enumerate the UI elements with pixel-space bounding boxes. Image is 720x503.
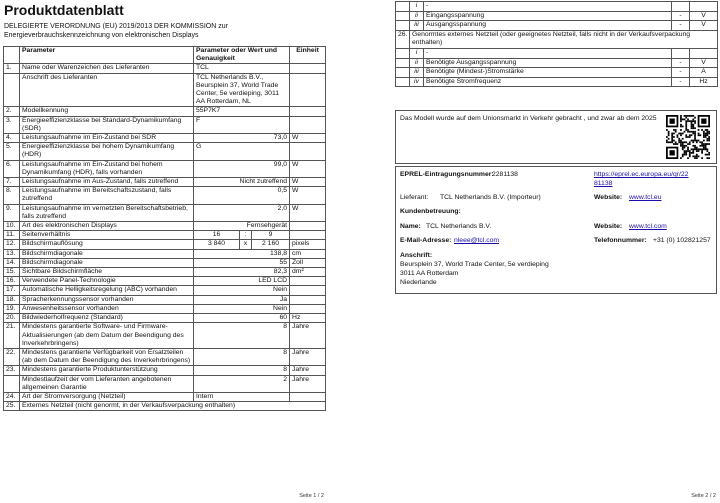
regulation-subtitle: DELEGIERTE VERORDNUNG (EU) 2019/2013 DER KOMMISSION zur Energieverbrauchskennzeichnung von elektronischen Displays	[4, 23, 228, 39]
row-parameter: Benötigte Ausgangsspannung	[424, 58, 672, 68]
table-row	[4, 73, 326, 107]
table-row	[4, 240, 326, 249]
row-value: 99,0	[194, 160, 290, 177]
row-unit	[290, 392, 326, 401]
table-row	[396, 11, 718, 21]
row-value: Nicht zutreffend	[194, 178, 290, 187]
row-unit	[290, 304, 326, 313]
row-number: 4.	[4, 134, 20, 143]
website-link[interactable]: www.tcl.eu	[629, 194, 662, 201]
row-value-sep: :	[240, 231, 252, 240]
row-number: 25.	[4, 402, 20, 411]
row-number: 24.	[4, 392, 20, 401]
row-number	[4, 73, 20, 107]
page-title: Produktdatenblatt	[4, 2, 124, 18]
table-row	[4, 348, 326, 365]
row-parameter: Name oder Warenzeichen des Lieferanten	[20, 64, 194, 73]
row-unit	[290, 222, 326, 231]
row-number: 12.	[4, 240, 20, 249]
row-parameter: Mindestens garantierte Software- und Firmware-Aktualisierungen (ab dem Datum der Beendigung des Inverkehrbringens)	[20, 323, 194, 349]
row-unit	[290, 143, 326, 160]
row-unit	[290, 231, 326, 240]
row-value: 55	[194, 258, 290, 267]
row-value	[672, 48, 690, 58]
website2-label: Website:	[594, 223, 623, 230]
row-unit: W	[290, 178, 326, 187]
row-parameter: Anschrift des Lieferanten	[20, 73, 194, 107]
row-parameter: Seitenverhältnis	[20, 231, 194, 240]
row-unit: Hz	[690, 77, 718, 87]
row-number: 14.	[4, 258, 20, 267]
row-value: 82,3	[194, 268, 290, 277]
row-number: 19.	[4, 304, 20, 313]
row-unit: Hz	[290, 314, 326, 323]
row-value: TCL Netherlands B.V., Beursplein 37, World Trade Center, 5e verdieping, 3011 AA Rotterdam, NL	[194, 73, 290, 107]
row-unit: V	[690, 21, 718, 31]
row-value: 8	[194, 323, 290, 349]
table-row	[4, 268, 326, 277]
table-row	[396, 58, 718, 68]
row-parameter: Bildschirmauflösung	[20, 240, 194, 249]
row-unit: Jahre	[290, 375, 326, 392]
eprel-link[interactable]: https://eprel.ec.europa.eu/qr/22	[594, 171, 689, 178]
supplier-label: Lieferant:	[400, 194, 429, 201]
row-parameter: Automatische Helligkeitsregelung (ABC) vorhanden	[20, 286, 194, 295]
row-parameter: Genormtes externes Netzteil (oder geeignetes Netzteil, falls nicht in der Verkaufsverpackung enthalten)	[410, 30, 718, 48]
product-data-table	[3, 46, 326, 411]
row-number: 22.	[4, 348, 20, 365]
phone-label: Telefonnummer:	[594, 237, 647, 244]
row-value: 8	[194, 366, 290, 375]
row-number: 26.	[396, 30, 410, 48]
row-parameter: Bildschirmdiagonale	[20, 258, 194, 267]
row-sub-index: i	[410, 48, 424, 58]
row-unit: Jahre	[290, 323, 326, 349]
row-sub-index: ii	[410, 58, 424, 68]
row-parameter: Mindestens garantierte Verfügbarkeit von Ersatzteilen (ab dem Datum der Beendigung des Inverkehrbringens)	[20, 348, 194, 365]
email-link[interactable]: nleee@tcl.com	[454, 237, 500, 244]
row-parameter: Modellkennung	[20, 107, 194, 116]
row-parameter: Leistungsaufnahme im Ein-Zustand bei SDR	[20, 134, 194, 143]
row-unit	[290, 64, 326, 73]
row-value-b: 9	[252, 231, 290, 240]
table-row	[4, 392, 326, 401]
header-value: Parameter oder Wert und Genauigkeit	[194, 47, 290, 64]
row-value-b: 2 160	[252, 240, 290, 249]
table-row	[4, 249, 326, 258]
table-row	[4, 64, 326, 73]
row-sub-index: i	[410, 2, 424, 12]
row-value	[672, 2, 690, 12]
row-parameter: -	[424, 2, 672, 12]
table-row	[4, 222, 326, 231]
row-value: 55P7K7	[194, 107, 290, 116]
table-row	[396, 21, 718, 31]
row-sub-index: ii	[410, 11, 424, 21]
row-value: TCL	[194, 64, 290, 73]
row-unit	[290, 116, 326, 133]
row-parameter: -	[424, 48, 672, 58]
supplier-value: TCL Netherlands B.V. (Importeur)	[440, 194, 541, 201]
row-number: 16.	[4, 277, 20, 286]
email-label: E-Mail-Adresse:	[400, 237, 452, 244]
table-row	[4, 178, 326, 187]
row-value: 2,0	[194, 204, 290, 221]
row-value-a: 16	[194, 231, 240, 240]
row-unit: Jahre	[290, 366, 326, 375]
row-unit	[290, 277, 326, 286]
row-parameter: Leistungsaufnahme im vernetzten Bereitschaftsbetrieb, falls zutreffend	[20, 204, 194, 221]
market-date-text: Das Modell wurde auf dem Unionsmarkt in Verkehr gebracht , und zwar ab dem 2025	[400, 115, 657, 122]
row-value: G	[194, 143, 290, 160]
row-parameter: Spracherkennungssensor vorhanden	[20, 295, 194, 304]
phone-value: +31 (0) 102821257	[653, 237, 711, 244]
row-number: 6.	[4, 160, 20, 177]
table-row	[4, 314, 326, 323]
table-row	[4, 304, 326, 313]
row-number: 1.	[4, 64, 20, 73]
row-parameter: Leistungsaufnahme im Aus-Zustand, falls zutreffend	[20, 178, 194, 187]
table-row	[4, 143, 326, 160]
row-unit: Jahre	[290, 348, 326, 365]
name-value: TCL Netherlands B.V.	[426, 223, 492, 230]
row-unit	[290, 107, 326, 116]
table-row	[4, 402, 326, 411]
power-supply-table	[395, 1, 718, 87]
row-parameter: Externes Netzteil (nicht genormt, in der Verkaufsverpackung enthalten)	[20, 402, 326, 411]
address-line-3: Niederlande	[400, 279, 437, 286]
row-sub-index: iv	[410, 77, 424, 87]
row-value: 0,5	[194, 187, 290, 204]
row-parameter: Art des elektronischen Displays	[20, 222, 194, 231]
row-value: -	[672, 58, 690, 68]
table-row	[396, 30, 718, 48]
row-unit: pixels	[290, 240, 326, 249]
table-row	[396, 2, 718, 12]
table-row	[4, 134, 326, 143]
row-value-a: 3 840	[194, 240, 240, 249]
contact-box	[395, 166, 717, 294]
table-row	[4, 277, 326, 286]
address-line-2: 3011 AA Rotterdam	[400, 270, 459, 277]
page-footer-2: Seite 2 / 2	[691, 493, 716, 500]
row-number: 3.	[4, 116, 20, 133]
row-sub-index: iii	[410, 68, 424, 78]
eprel-number: 2281138	[492, 171, 518, 178]
row-unit: V	[690, 11, 718, 21]
row-parameter: Leistungsaufnahme im Ein-Zustand bei hohem Dynamikumfang (HDR), falls vorhanden	[20, 160, 194, 177]
table-row	[4, 375, 326, 392]
row-unit	[290, 286, 326, 295]
table-row	[4, 116, 326, 133]
row-parameter: Sichtbare Bildschirmfläche	[20, 268, 194, 277]
row-unit: V	[690, 58, 718, 68]
row-unit	[290, 295, 326, 304]
row-sub-index: iii	[410, 21, 424, 31]
row-value-sep: x	[240, 240, 252, 249]
address-line-1: Beursplein 37, World Trade Center, 5e verdieping	[400, 261, 549, 268]
row-value: 8	[194, 348, 290, 365]
table-row	[4, 231, 326, 240]
row-parameter: Benötigte (Mindest-)Stromstärke	[424, 68, 672, 78]
row-value: 138,8	[194, 249, 290, 258]
datasheet-page-2	[392, 0, 720, 503]
row-value: -	[672, 11, 690, 21]
header-unit: Einheit	[290, 47, 326, 64]
row-unit: W	[290, 160, 326, 177]
row-value: 60	[194, 314, 290, 323]
row-number: 21.	[4, 323, 20, 349]
row-parameter: Eingangsspannung	[424, 11, 672, 21]
table-row	[4, 323, 326, 349]
row-unit: W	[290, 187, 326, 204]
row-parameter: Bildschirmdiagonale	[20, 249, 194, 258]
row-value: -	[672, 68, 690, 78]
address-label: Anschrift:	[400, 252, 433, 259]
row-number: 8.	[4, 187, 20, 204]
page-footer: Seite 1 / 2	[299, 493, 324, 500]
table-row	[4, 295, 326, 304]
row-parameter: Bildwiederholfrequenz (Standard)	[20, 314, 194, 323]
row-parameter: Leistungsaufnahme im Bereitschaftszustand, falls zutreffend	[20, 187, 194, 204]
row-value: 73,0	[194, 134, 290, 143]
datasheet-page-1	[0, 0, 328, 503]
row-parameter: Energieeffizienzklasse bei Standard-Dynamikumfang (SDR)	[20, 116, 194, 133]
row-parameter: Art der Stromversorgung (Netzteil)	[20, 392, 194, 401]
row-number: 18.	[4, 295, 20, 304]
row-value: -	[672, 77, 690, 87]
row-unit	[290, 73, 326, 107]
eprel-link-cont[interactable]: 81138	[594, 180, 613, 187]
row-parameter: Mindestlaufzeit der vom Lieferanten angebotenen allgemeinen Garantie	[20, 375, 194, 392]
row-value: 2	[194, 375, 290, 392]
row-value: F	[194, 116, 290, 133]
table-row	[396, 68, 718, 78]
row-value: Ja	[194, 295, 290, 304]
row-parameter: Verwendete Panel-Technologie	[20, 277, 194, 286]
row-value: -	[672, 21, 690, 31]
row-unit: A	[690, 68, 718, 78]
row-number: 13.	[4, 249, 20, 258]
row-value: Fernsehgerät	[194, 222, 290, 231]
table-row	[4, 286, 326, 295]
market-info-box	[395, 110, 717, 164]
table-row	[4, 187, 326, 204]
table-row	[4, 366, 326, 375]
table-row	[4, 160, 326, 177]
name-label: Name:	[400, 223, 421, 230]
row-unit	[690, 48, 718, 58]
row-number: 9.	[4, 204, 20, 221]
row-number: 10.	[4, 222, 20, 231]
row-number	[4, 375, 20, 392]
row-value: Intern	[194, 392, 290, 401]
row-unit: W	[290, 134, 326, 143]
row-unit: Zoll	[290, 258, 326, 267]
row-value: Nein	[194, 304, 290, 313]
row-parameter: Anwesenheitssensor vorhanden	[20, 304, 194, 313]
row-parameter: Mindestens garantierte Produktunterstützung	[20, 366, 194, 375]
qr-code-icon[interactable]	[666, 115, 710, 159]
row-unit	[690, 2, 718, 12]
row-parameter: Benötigte Stromfrequenz	[424, 77, 672, 87]
table-row	[4, 204, 326, 221]
row-number: 7.	[4, 178, 20, 187]
table-row	[4, 107, 326, 116]
website-label: Website:	[594, 194, 623, 201]
table-header-row	[4, 47, 326, 64]
row-unit: cm	[290, 249, 326, 258]
row-number: 2.	[4, 107, 20, 116]
row-number: 15.	[4, 268, 20, 277]
table-row	[4, 258, 326, 267]
row-value: Nein	[194, 286, 290, 295]
row-unit: dm²	[290, 268, 326, 277]
service-label: Kundenbetreuung:	[400, 208, 461, 215]
row-number: 20.	[4, 314, 20, 323]
row-parameter: Ausgangsspannung	[424, 21, 672, 31]
row-number: 5.	[4, 143, 20, 160]
row-number: 11.	[4, 231, 20, 240]
row-value: LED LCD	[194, 277, 290, 286]
table-row	[396, 77, 718, 87]
eprel-label: EPREL-Eintragungsnummer:	[400, 171, 494, 178]
row-number: 23.	[4, 366, 20, 375]
row-parameter: Energieeffizienzklasse bei hohem Dynamikumfang (HDR)	[20, 143, 194, 160]
row-number: 17.	[4, 286, 20, 295]
header-parameter: Parameter	[20, 47, 194, 64]
row-unit: W	[290, 204, 326, 221]
table-row	[396, 48, 718, 58]
website2-link[interactable]: www.tcl.com	[629, 223, 667, 230]
